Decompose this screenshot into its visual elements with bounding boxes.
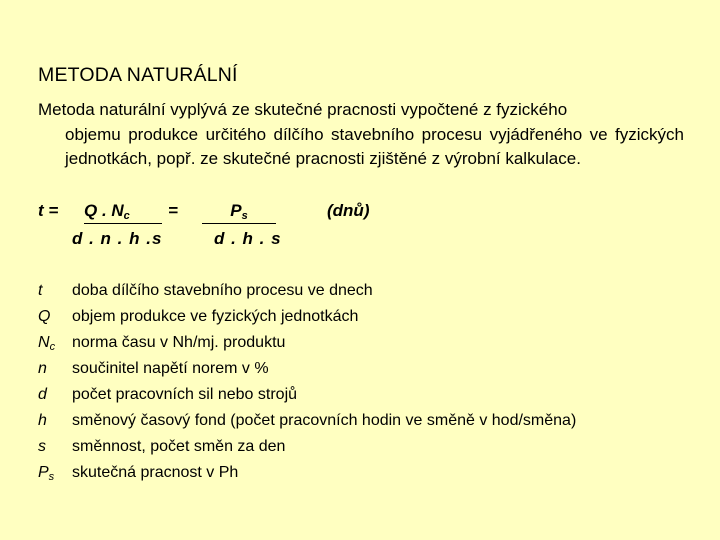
page-title: METODA NATURÁLNÍ xyxy=(38,64,238,86)
legend-description: směnový časový fond (počet pracovních hodin ve směně v hod/směna) xyxy=(72,412,577,429)
legend-symbol: s xyxy=(38,438,46,455)
formula-numerator-2 xyxy=(202,201,276,224)
legend-symbol: n xyxy=(38,360,47,377)
paragraph-rest: objemu produkce určitého dílčího stavebního procesu vyjádřeného ve fyzických jednotkách, popř. ze skutečné pracnosti zjištěné z výrobní kalkulace. xyxy=(65,124,684,168)
legend-description: skutečná pracnost v Ph xyxy=(72,464,239,481)
legend-description: směnnost, počet směn za den xyxy=(72,438,286,455)
formula-numerator-2-sub: s xyxy=(241,210,248,222)
paragraph-first-line: Metoda naturální vyplývá ze skutečné pracnosti vypočtené z fyzického xyxy=(38,100,568,119)
legend-symbol: $P_s$ xyxy=(38,464,55,483)
legend-description: součinitel napětí norem v % xyxy=(72,360,269,377)
legend-symbol: h xyxy=(38,412,47,429)
formula-numerator-1-sub: c xyxy=(123,210,130,222)
legend-symbol: d xyxy=(38,386,47,403)
legend-description: doba dílčího stavebního procesu ve dnech xyxy=(72,282,373,299)
formula-numerator-2-main: P xyxy=(230,201,242,220)
formula-lhs: t = xyxy=(38,201,59,220)
legend-description: objem produkce ve fyzických jednotkách xyxy=(72,308,359,325)
legend-description: norma času v Nh/mj. produktu xyxy=(72,334,286,351)
formula-numerator-1 xyxy=(84,201,162,224)
legend-symbol: t xyxy=(38,282,43,299)
intro-paragraph xyxy=(38,98,684,172)
formula-unit: (dnů) xyxy=(327,201,370,220)
formula-denominator-2: d . h . s xyxy=(214,229,282,248)
legend-symbol: Q xyxy=(38,308,51,325)
formula-denominator-1: d . n . h .s xyxy=(72,229,163,248)
legend-symbol: $N_c$ xyxy=(38,334,56,353)
legend-description: počet pracovních sil nebo strojů xyxy=(72,386,298,403)
formula-equals: = xyxy=(168,201,178,220)
formula-numerator-1-main: Q . N xyxy=(84,201,124,220)
